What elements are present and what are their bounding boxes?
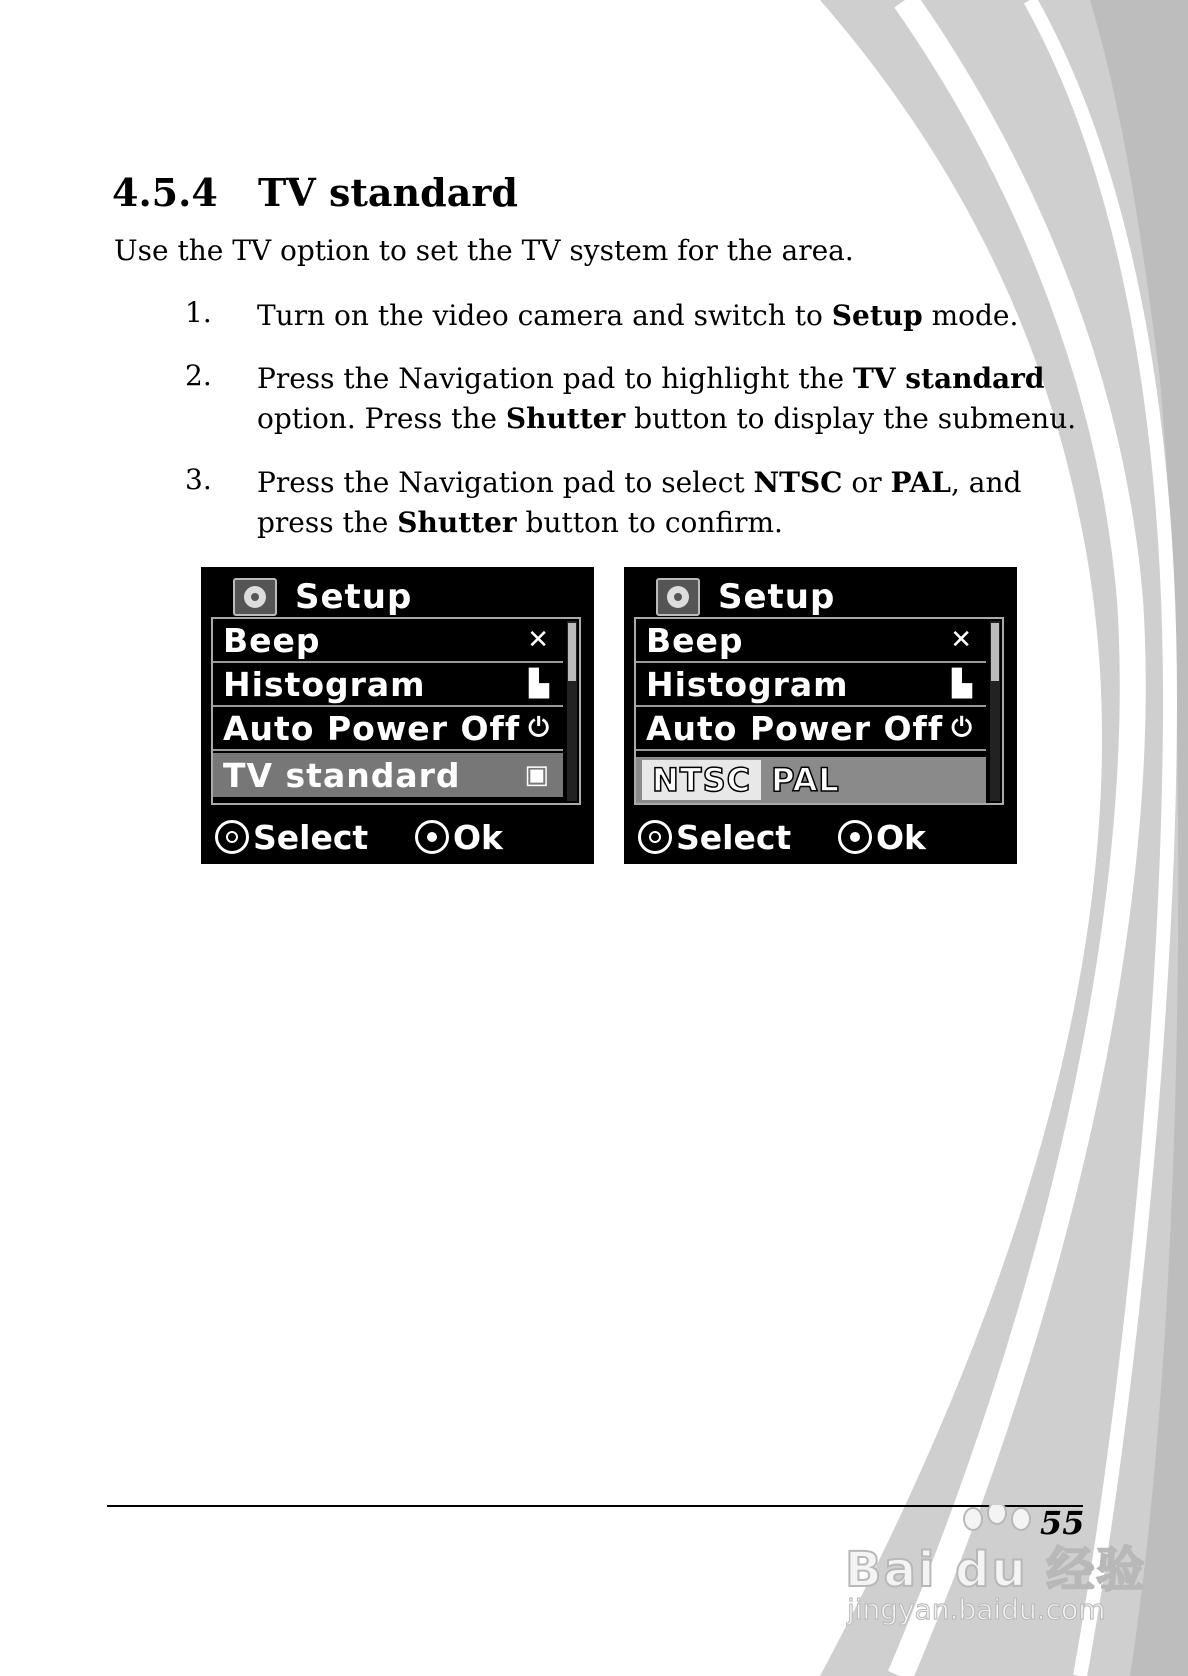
beep-off-icon: ✕: [950, 625, 972, 655]
auto-power-off-icon: ⏻: [951, 712, 972, 743]
auto-power-off-icon: ⏻: [528, 712, 549, 743]
menu-item-label: Histogram: [223, 664, 426, 704]
watermark-brand: Bai du 经验: [845, 1542, 1147, 1598]
ok-hint: [415, 818, 503, 857]
section-heading: [112, 170, 518, 215]
menu-list: [211, 617, 581, 805]
screen-title-bar: [233, 575, 412, 619]
menu-item-label: Beep: [223, 620, 321, 660]
menu-item-auto-power-off[interactable]: [213, 707, 563, 751]
option-pal[interactable]: PAL: [771, 761, 840, 799]
select-hint: [215, 818, 415, 857]
step-text: Press the Navigation pad to highlight the TV standard option. Press the Shutter button to display the submenu.: [257, 362, 1077, 435]
menu-item-auto-power-off[interactable]: [636, 707, 986, 751]
select-hint: [638, 818, 838, 857]
screen-footer: [215, 815, 585, 859]
menu-scrollbar[interactable]: [990, 621, 1000, 801]
menu-item-label: Histogram: [646, 664, 849, 704]
setup-screen-submenu: [624, 567, 1017, 864]
menu-item-beep[interactable]: [213, 619, 563, 663]
gear-icon: [656, 578, 700, 616]
beep-off-icon: ✕: [527, 625, 549, 655]
menu-item-label: TV standard: [223, 755, 461, 795]
gear-icon: [233, 578, 277, 616]
screen-title: Setup: [718, 577, 836, 617]
navigation-pad-icon: [215, 820, 249, 854]
section-title: TV standard: [258, 170, 518, 215]
menu-item-histogram[interactable]: [213, 663, 563, 707]
screen-footer: [638, 815, 1008, 859]
menu-item-label: Auto Power Off: [646, 708, 944, 748]
step-text: Turn on the video camera and switch to Setup mode.: [257, 299, 1019, 332]
ok-button-icon: [415, 820, 449, 854]
step-number: 3.: [185, 463, 212, 496]
select-label: Select: [253, 817, 369, 857]
tv-standard-submenu: [636, 757, 986, 803]
ok-button-icon: [838, 820, 872, 854]
ok-hint: [838, 818, 926, 857]
intro-text: Use the TV option to set the TV system for the area.: [114, 234, 854, 267]
tv-icon: ▣: [524, 760, 549, 790]
ok-label: Ok: [453, 817, 503, 857]
menu-item-histogram[interactable]: [636, 663, 986, 707]
watermark-url: jingyan.baidu.com: [847, 1593, 1106, 1626]
navigation-pad-icon: [638, 820, 672, 854]
step-text: Press the Navigation pad to select NTSC or PAL, and press the Shutter button to confirm.: [257, 466, 1022, 539]
menu-item-tv-standard[interactable]: [213, 753, 563, 797]
screen-title-bar: [656, 575, 835, 619]
step-number: 2.: [185, 359, 212, 392]
menu-item-label: Auto Power Off: [223, 708, 521, 748]
section-number: 4.5.4: [112, 170, 218, 215]
ok-label: Ok: [876, 817, 926, 857]
setup-screen-menu: [201, 567, 594, 864]
screen-title: Setup: [295, 577, 413, 617]
page-number: 55: [1040, 1504, 1085, 1542]
menu-item-label: Beep: [646, 620, 744, 660]
menu-list: [634, 617, 1004, 805]
option-ntsc[interactable]: NTSC: [642, 760, 761, 800]
step-number: 1.: [185, 296, 212, 329]
menu-item-beep[interactable]: [636, 619, 986, 663]
select-label: Select: [676, 817, 792, 857]
histogram-off-icon: ▙: [529, 669, 549, 699]
histogram-off-icon: ▙: [952, 669, 972, 699]
menu-scrollbar[interactable]: [567, 621, 577, 801]
